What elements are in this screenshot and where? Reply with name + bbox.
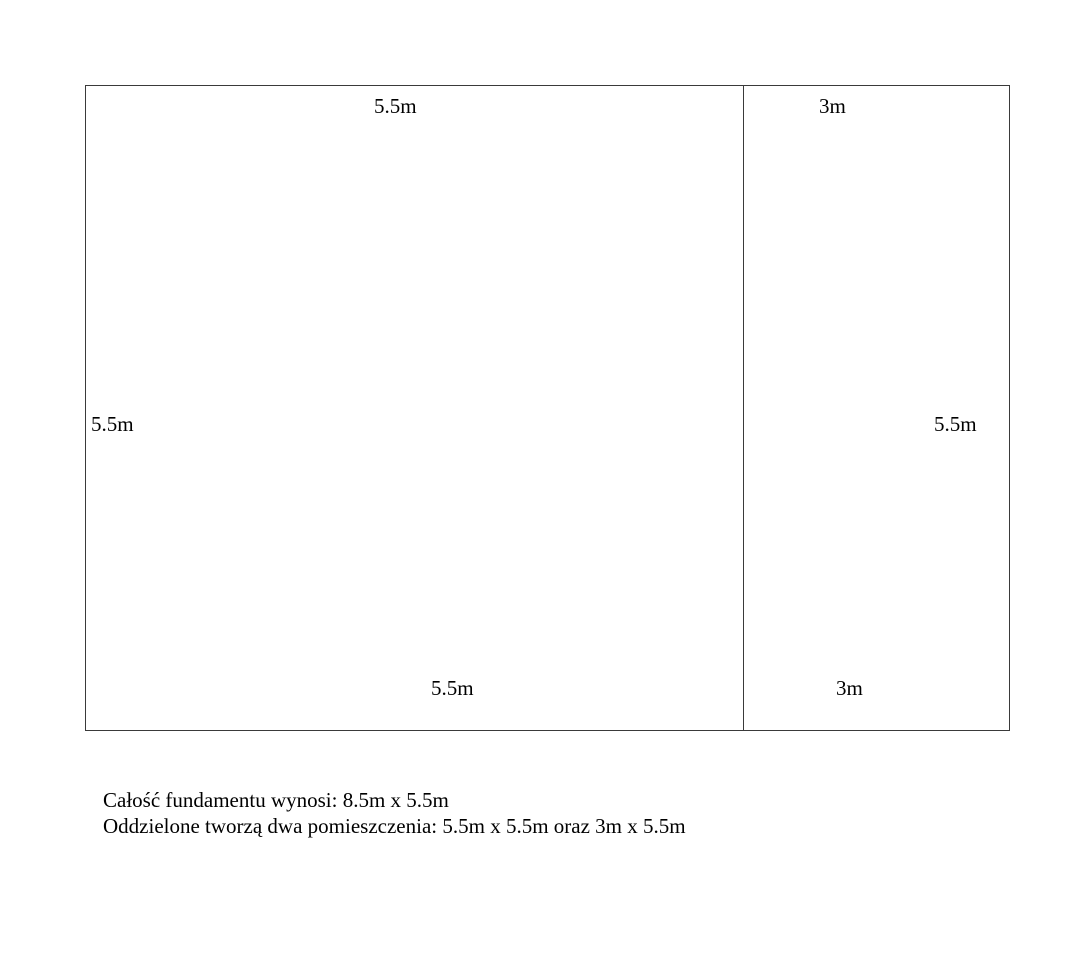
large-room-top-dimension: 5.5m xyxy=(374,94,417,118)
caption-total-foundation: Całość fundamentu wynosi: 8.5m x 5.5m xyxy=(103,788,449,812)
small-room-side-dimension: 5.5m xyxy=(934,412,977,436)
foundation-outline xyxy=(85,85,1010,731)
room-divider-wall xyxy=(743,85,744,731)
plan-caption xyxy=(103,787,686,839)
caption-rooms-split: Oddzielone tworzą dwa pomieszczenia: 5.5m x 5.5m oraz 3m x 5.5m xyxy=(103,814,686,838)
small-room-top-dimension: 3m xyxy=(819,94,846,118)
large-room-side-dimension: 5.5m xyxy=(91,412,134,436)
large-room-bottom-dimension: 5.5m xyxy=(431,676,474,700)
small-room-bottom-dimension: 3m xyxy=(836,676,863,700)
